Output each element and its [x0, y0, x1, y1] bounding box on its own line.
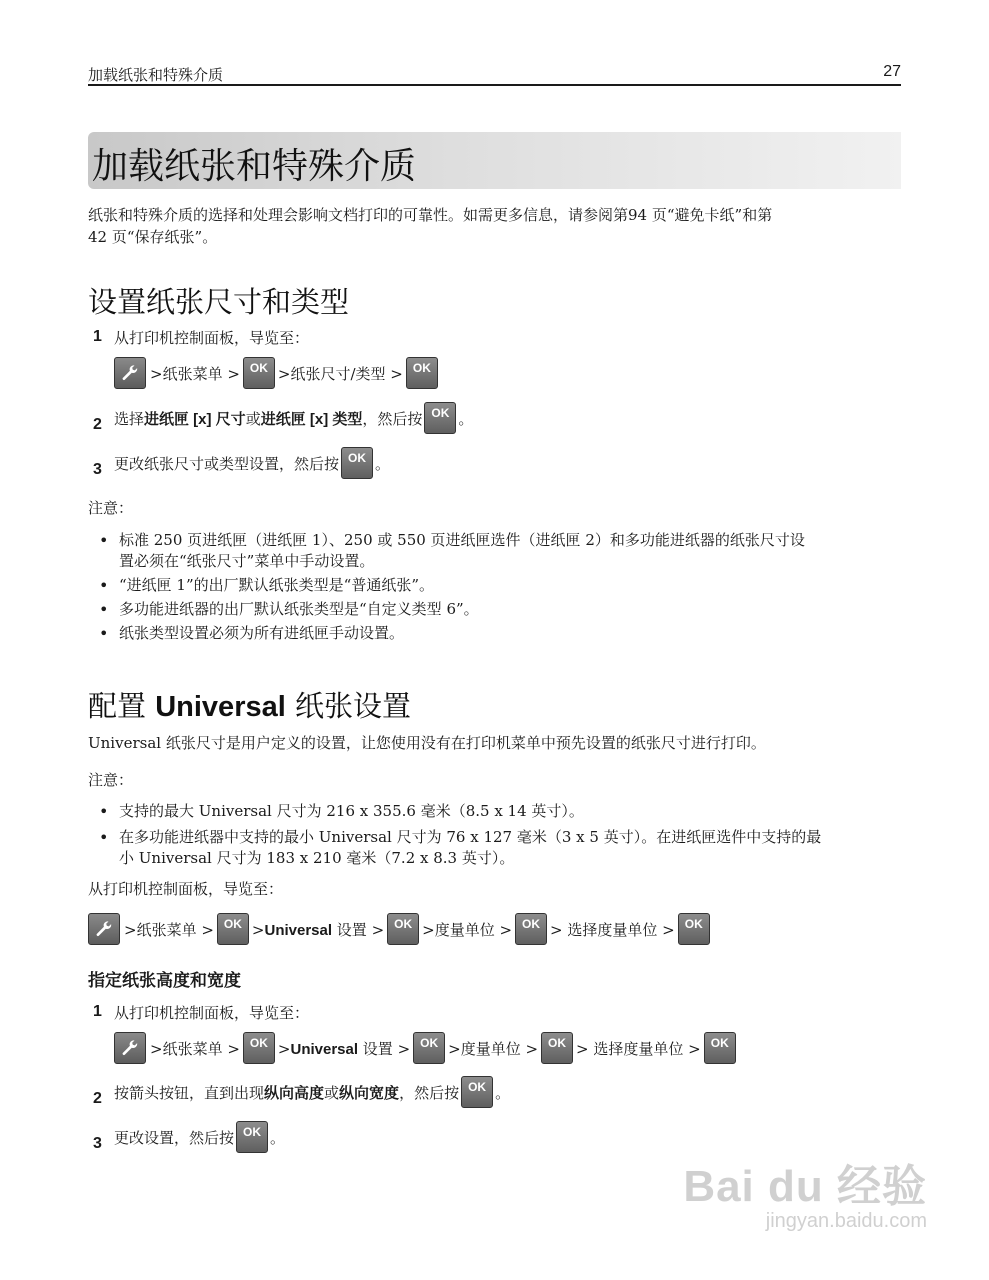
step-text-part: 或 — [245, 409, 261, 428]
nav-intro: 从打印机控制面板，导览至： — [88, 880, 284, 898]
page-number: 27 — [883, 63, 901, 80]
intro-paragraph — [88, 204, 772, 248]
step-text-part: 更改设置，然后按 — [114, 1128, 235, 1147]
running-header-title: 加载纸张和特殊介质 — [88, 66, 224, 84]
list-item-line: • 标准 250 页进纸匣（进纸匣 1）、250 或 550 页进纸匣选件（进纸匣 2）和多功能进纸器的纸张尺寸设 — [119, 531, 805, 549]
nav-path — [88, 913, 712, 945]
watermark-url: jingyan.baidu.com — [765, 1210, 927, 1232]
page-title: 加载纸张和特殊介质 — [92, 146, 417, 187]
step-number: 3 — [93, 461, 102, 478]
ok-button-icon[interactable]: OK — [704, 1032, 736, 1064]
ok-button-icon[interactable]: OK — [424, 402, 456, 434]
list-item — [88, 530, 901, 572]
step-number: 3 — [93, 1135, 102, 1152]
nav-text: >纸张尺寸/类型 > — [277, 364, 403, 383]
nav-text-part: 设置 > — [358, 1039, 411, 1058]
subsection-heading: 指定纸张高度和宽度 — [88, 971, 241, 991]
nav-text: >纸张菜单 > — [150, 364, 240, 383]
step-text — [114, 402, 473, 434]
nav-path — [114, 357, 440, 389]
menu-name: 纵向宽度 — [339, 1084, 400, 1102]
step-text-part: 或 — [324, 1083, 340, 1102]
step-text-part: ，然后按 — [362, 409, 423, 428]
ok-button-icon[interactable]: OK — [541, 1032, 573, 1064]
step-text: 从打印机控制面板，导览至： — [114, 1004, 310, 1022]
ok-button-icon[interactable]: OK — [387, 913, 419, 945]
nav-path — [114, 1032, 738, 1064]
ok-button-icon[interactable]: OK — [217, 913, 249, 945]
ok-button-icon[interactable]: OK — [243, 357, 275, 389]
list-item-line: 置必须在“纸张尺寸”菜单中手动设置。 — [119, 552, 375, 570]
list-item-line: • 在多功能进纸器中支持的最小 Universal 尺寸为 76 x 127 毫米（3 x 5 英寸）。在进纸匣选件中支持的最 — [119, 828, 822, 846]
intro-line: 纸张和特殊介质的选择和处理会影响文档打印的可靠性。如需更多信息，请参阅第94 页“避免卡纸”和第 — [88, 206, 773, 224]
menu-name: 纵向高度 — [264, 1084, 325, 1102]
nav-text: > 选择度量单位 > — [576, 1039, 701, 1058]
section-heading-paper-size-type: 设置纸张尺寸和类型 — [88, 285, 350, 319]
step-number: 2 — [93, 416, 102, 433]
nav-text — [252, 919, 384, 940]
list-item: • 多功能进纸器的出厂默认纸张类型是“自定义类型 6”。 — [88, 599, 901, 620]
ok-button-icon[interactable]: OK — [406, 357, 438, 389]
ok-button-icon[interactable]: OK — [515, 913, 547, 945]
menu-name: 进纸匣 [x] 尺寸 — [144, 410, 246, 428]
list-item: • 纸张类型设置必须为所有进纸匣手动设置。 — [88, 623, 901, 644]
heading-part: 纸张设置 — [285, 689, 412, 723]
step-number: 1 — [93, 328, 102, 345]
notes-list — [88, 530, 901, 644]
heading-part: 配置 — [88, 689, 156, 723]
nav-text-part: 设置 > — [332, 920, 385, 939]
step-text-part: 更改纸张尺寸或类型设置，然后按 — [114, 454, 340, 473]
nav-text: >纸张菜单 > — [124, 920, 214, 939]
list-item-line: 小 Universal 尺寸为 183 x 210 毫米（7.2 x 8.3 英寸）。 — [119, 849, 515, 867]
step-text — [114, 1076, 510, 1108]
nav-text-part: Universal — [290, 1040, 359, 1058]
wrench-icon[interactable] — [88, 913, 120, 945]
ok-button-icon[interactable]: OK — [413, 1032, 445, 1064]
nav-text: >度量单位 > — [448, 1039, 539, 1058]
section-heading-universal — [88, 684, 411, 725]
notes-label: 注意： — [88, 499, 134, 517]
list-item: • 支持的最大 Universal 尺寸为 216 x 355.6 毫米（8.5 x 14 英寸）。 — [88, 801, 901, 822]
notes-list — [88, 801, 901, 869]
ok-button-icon[interactable]: OK — [461, 1076, 493, 1108]
step-text-part: 。 — [375, 454, 391, 473]
step-text-part: 。 — [270, 1128, 286, 1147]
ok-button-icon[interactable]: OK — [678, 913, 710, 945]
watermark-logo-text: Bai du 经验 — [683, 1162, 927, 1211]
nav-text: > 选择度量单位 > — [550, 920, 675, 939]
nav-text-part: > — [251, 920, 265, 939]
step-number: 1 — [93, 1003, 102, 1020]
step-text-part: 。 — [495, 1083, 511, 1102]
ok-button-icon[interactable]: OK — [236, 1121, 268, 1153]
wrench-icon[interactable] — [114, 1032, 146, 1064]
menu-name: 进纸匣 [x] 类型 — [260, 410, 363, 428]
baidu-jingyan-watermark — [683, 1150, 927, 1233]
step-text-part: 按箭头按钮，直到出现 — [114, 1083, 265, 1102]
intro-line: 42 页“保存纸张”。 — [88, 228, 218, 246]
notes-label: 注意： — [88, 771, 134, 789]
nav-text: >度量单位 > — [422, 920, 513, 939]
nav-text: >纸张菜单 > — [150, 1039, 240, 1058]
step-number: 2 — [93, 1090, 102, 1107]
step-text: 从打印机控制面板，导览至： — [114, 329, 310, 347]
step-text — [114, 447, 390, 479]
step-text-part: ，然后按 — [399, 1083, 460, 1102]
ok-button-icon[interactable]: OK — [341, 447, 373, 479]
nav-text-part: > — [277, 1039, 291, 1058]
step-text-part: 。 — [458, 409, 474, 428]
step-text-part: 选择 — [114, 409, 145, 428]
wrench-icon[interactable] — [114, 357, 146, 389]
ok-button-icon[interactable]: OK — [243, 1032, 275, 1064]
universal-intro: Universal 纸张尺寸是用户定义的设置，让您使用没有在打印机菜单中预先设置的纸张尺寸进行打印。 — [88, 734, 766, 752]
list-item: • “进纸匣 1”的出厂默认纸张类型是“普通纸张”。 — [88, 575, 901, 596]
nav-text — [278, 1038, 410, 1059]
nav-text-part: Universal — [264, 921, 333, 939]
step-text — [114, 1121, 285, 1153]
heading-part: Universal — [155, 691, 286, 723]
header-rule — [88, 84, 901, 86]
list-item — [88, 827, 901, 869]
